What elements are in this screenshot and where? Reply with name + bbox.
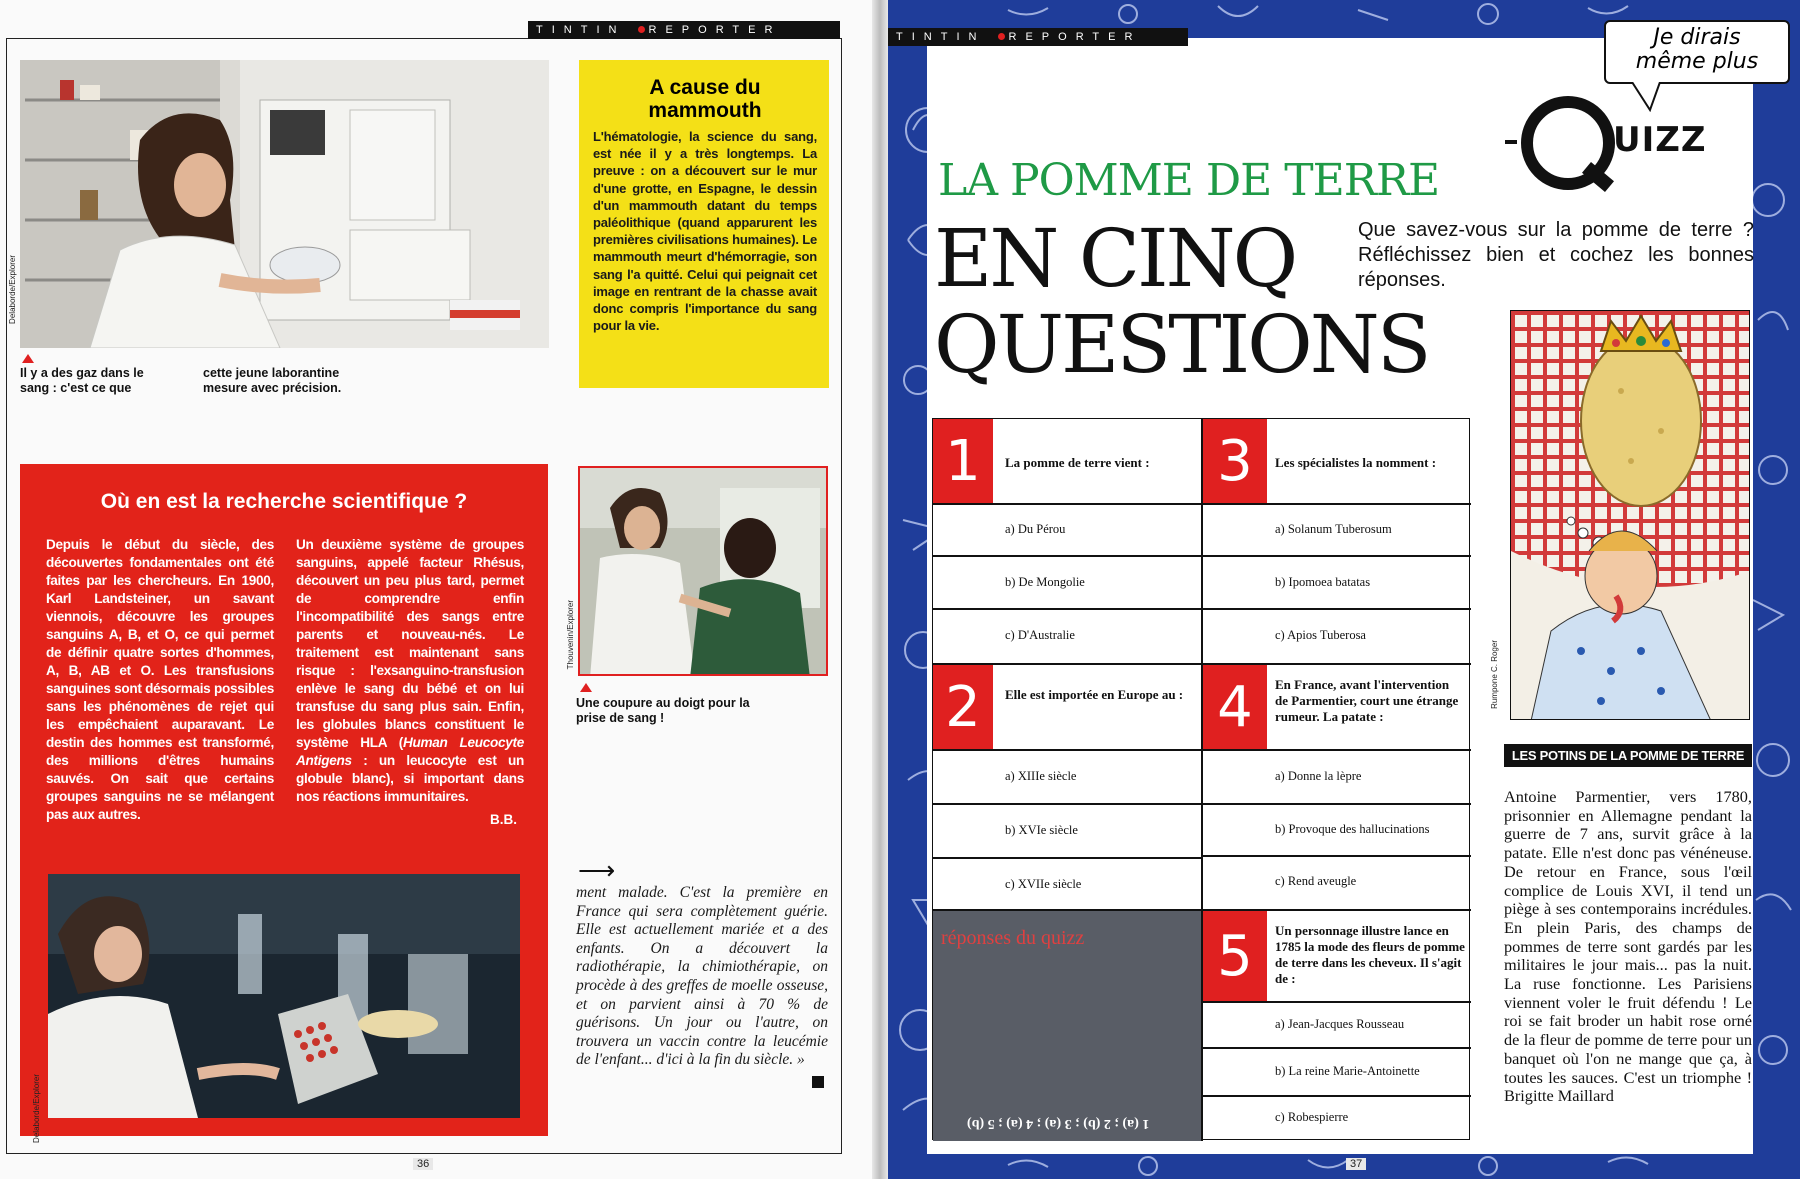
continuation-text: ment malade. C'est la première en France qui sera complètement guérie. Elle est actuellement mariée et a des enfants. On a découvert la radiothérapie, la chimiothérapie, on procède à des greffes de moelle osseuse, et on parvient ainsi à 70 % de guérisons. Un jour ou l'autre, on trouvera un vaccin contre la leucémie de l'enfant... d'ici à la fin du siècle. » — [576, 884, 828, 1069]
photo-microscope-illustration — [48, 874, 520, 1118]
intro-text: Que savez-vous sur la pomme de terre ? Réfléchissez bien et cochez les bonnes réponses. — [1358, 219, 1754, 291]
grid-center-line — [1201, 419, 1203, 1141]
research-col2-text — [296, 536, 524, 806]
quizz-word: UIZZ — [1613, 120, 1707, 160]
mammoth-title: A cause du mammouth — [648, 76, 762, 122]
research-title: Où en est la recherche scientifique ? — [100, 490, 468, 513]
q3-option-c[interactable]: c) Apios Tuberosa — [1275, 627, 1366, 642]
q4-option-a[interactable]: a) Donne la lèpre — [1275, 768, 1362, 783]
bubble-line2: même plus — [1635, 49, 1759, 74]
right-page-number: 37 — [1346, 1158, 1366, 1170]
finger-caption-triangle-icon — [580, 683, 592, 692]
photo-lab-credit: Delaborde/Explorer — [8, 255, 17, 324]
potato-king-drawing — [1511, 311, 1750, 720]
photo-finger-prick — [578, 466, 828, 676]
photo-finger-caption: Une coupure au doigt pour la prise de sang ! — [576, 696, 750, 725]
right-header-dot-icon — [998, 33, 1005, 40]
photo-lab-caption-col2: cette jeune laborantine mesure avec précision. — [203, 366, 342, 395]
left-header — [528, 21, 840, 39]
q1-option-b[interactable]: b) De Mongolie — [1005, 574, 1085, 589]
research-col2-part2: : un leucocyte est un globule blanc), si important dans nos réactions immunitaires. — [296, 753, 524, 804]
q5-option-c[interactable]: c) Robespierre — [1275, 1109, 1349, 1124]
potins-text: Antoine Parmentier, vers 1780, prisonnier en Allemagne pendant la guerre de 7 ans, survit grâce à la patate. Elle n'est donc pas vénéneuse. De retour en France, sous l'œil complice de Louis XVI, il tend un piège à ses contemporains incrédules. En plein Paris, des champs de pommes de terre sont gardés par les militaires le jour mais... pas la nuit. La ruse fonctionne. Les Parisiens viennent voler le fruit défendu ! Le roi se fait broder un habit rose orné de la fleur de pomme de terre pour un banquet où l'on ne mange que ça, à toutes les sauces. C'est un triomphe ! Brigitte Maillard — [1504, 788, 1752, 1106]
q1-text: La pomme de terre vient : — [1005, 455, 1150, 470]
q5-number: 5 — [1203, 911, 1267, 1001]
caption-triangle-icon — [22, 354, 34, 363]
q1-line-end — [933, 663, 1471, 665]
potato-king-illustration — [1510, 310, 1750, 720]
header-part2: REPORTER — [648, 24, 782, 36]
q1-number: 1 — [933, 419, 993, 503]
research-box — [20, 464, 548, 1143]
quiz-grid — [932, 418, 1470, 1140]
page-gutter — [872, 0, 888, 1179]
photo-lab-illustration — [20, 60, 549, 348]
q4-number: 4 — [1203, 665, 1267, 749]
research-signature: B.B. — [490, 812, 517, 827]
q2-option-b[interactable]: b) XVIe siècle — [1005, 822, 1078, 837]
q2-option-a[interactable]: a) XIIIe siècle — [1005, 768, 1077, 783]
q1-option-a[interactable]: a) Du Pérou — [1005, 521, 1066, 536]
q4-option-b[interactable]: b) Provoque des hallucinations — [1275, 821, 1430, 836]
answers-keys: 1 (a) ; 2 (b) ; 3 (a) ; 4 (a) ; 5 (b) — [967, 1116, 1150, 1131]
photo-microscope — [48, 874, 520, 1118]
q1-option-c[interactable]: c) D'Australie — [1005, 627, 1075, 642]
quizz-logo — [1505, 96, 1707, 206]
q5-text: Un personnage illustre lance en 1785 la mode des fleurs de pomme de terre dans les cheveux. Il s'agit de : — [1275, 923, 1465, 986]
research-col2 — [296, 536, 524, 806]
photo-finger-credit: Thouvenin/Explorer — [566, 600, 575, 670]
right-header-part2: REPORTER — [1008, 31, 1142, 43]
quizz-rule — [1505, 140, 1517, 144]
mammoth-text: L'hématologie, la science du sang, est née il y a très longtemps. La preuve : on a découvert sur le mur d'une grotte, en Espagne, le dessin d'un mammouth datant du temps paléolithique (quand apparurent les premières civilisations humaines). Le mammouth meurt d'hémorragie, son sang l'a quitté. Celui qui peignait cet image en rentrant de la chasse avait donc compris l'importance du sang pour la vie. — [593, 129, 817, 334]
q2-option-c[interactable]: c) XVIIe siècle — [1005, 876, 1082, 891]
research-photo-credit: Delaborde/Explorer — [32, 1074, 41, 1143]
potins-title: LES POTINS DE LA POMME DE TERRE — [1504, 744, 1752, 767]
answers-title: réponses du quizz — [941, 927, 1085, 949]
q4-option-c[interactable]: c) Rend aveugle — [1275, 873, 1357, 888]
mammoth-box — [579, 60, 829, 388]
answers-panel — [933, 911, 1201, 1141]
right-header — [888, 28, 1188, 46]
photo-lab-technician — [20, 60, 549, 348]
title-line2: EN CINQ — [934, 212, 1296, 305]
title-line1: LA POMME DE TERRE — [938, 155, 1440, 206]
q5-option-a[interactable]: a) Jean-Jacques Rousseau — [1275, 1016, 1405, 1031]
header-dot-icon — [638, 26, 645, 33]
q2-text: Elle est importée en Europe au : — [1005, 687, 1184, 702]
title-line3: QUESTIONS — [934, 298, 1429, 391]
research-col1-text: Depuis le début du siècle, des découvertes fondamentales ont été faites par les chercheurs. En 1900, Karl Landsteiner, un savant viennois, découvre les groupes sanguins A, B, et O, ce qui permet de définir quatre sortes d'hommes, A, B, AB et O. Les transfusions sanguines sont désormais possibles sans les phénomènes de rejet qui les empêchaient auparavant. Le destin des hommes est transformé, des millions d'êtres humains sauvés. On sait que certains groupes sanguins ne se mélangent pas aux autres. — [46, 537, 274, 822]
q3-option-a[interactable]: a) Solanum Tuberosum — [1275, 521, 1392, 536]
q3-option-b[interactable]: b) Ipomoea batatas — [1275, 574, 1371, 589]
research-col2-italic: Human Leucocyte Antigens — [296, 735, 524, 768]
q3-number: 3 — [1203, 419, 1267, 503]
left-page-number: 36 — [413, 1158, 433, 1170]
bubble-line1: Je dirais — [1653, 25, 1741, 50]
q3-text: Les spécialistes la nomment : — [1275, 455, 1437, 470]
header-part1: TINTIN — [536, 24, 626, 36]
continuation-arrow-icon: ⟶ — [578, 855, 616, 885]
research-col2-part1: Un deuxième système de groupes sanguins, appelé facteur Rhésus, découvert un peu plus tard, permet de comprendre enfin l'incompatibilité des sangs entre parents et nouveau-nés. Le traitement est maintenant sans risque : l'exsanguino-transfusion enlève le sang du bébé et on lui transfuse du sang plus sain. Enfin, les globules blancs constituent le système HLA ( — [296, 537, 524, 750]
right-header-part1: TINTIN — [896, 31, 986, 43]
end-square-icon — [812, 1076, 824, 1088]
q4-text: En France, avant l'intervention de Parmentier, court une étrange rumeur. La patate : — [1275, 677, 1459, 724]
q5-option-b[interactable]: b) La reine Marie-Antoinette — [1275, 1063, 1420, 1078]
photo-lab-caption-col1: Il y a des gaz dans le sang : c'est ce que — [20, 366, 144, 395]
photo-finger-illustration — [580, 468, 828, 676]
illustration-credit: Rumpone C. Roger — [1490, 640, 1499, 709]
q2-number: 2 — [933, 665, 993, 749]
speech-bubble — [1604, 20, 1790, 84]
research-col1 — [46, 536, 274, 824]
